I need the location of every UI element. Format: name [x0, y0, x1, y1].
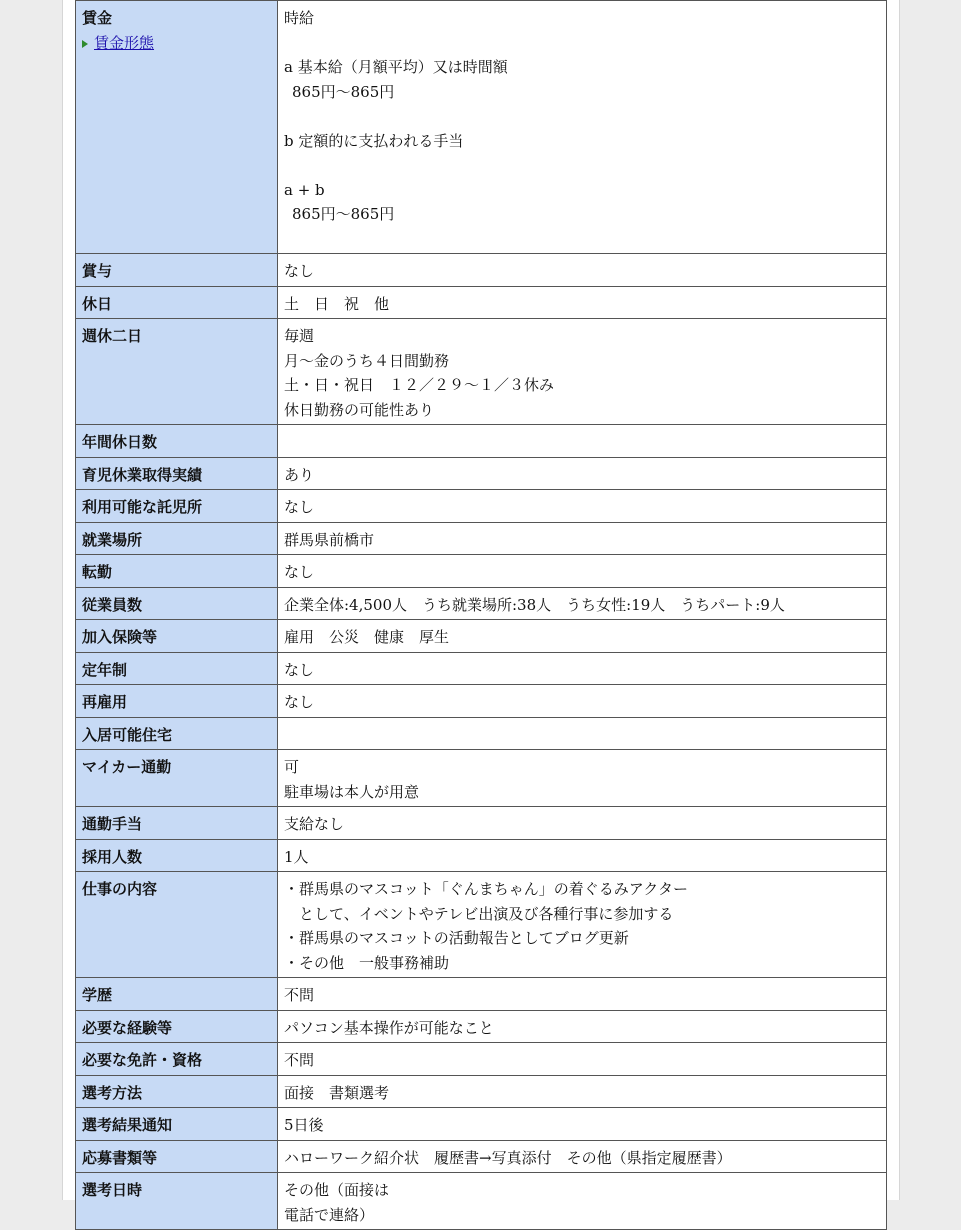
- housing-label: 入居可能住宅: [76, 717, 278, 750]
- commute-allowance-label: 通勤手当: [76, 807, 278, 840]
- hires-label: 採用人数: [76, 839, 278, 872]
- workplace-value: 群馬県前橋市: [278, 522, 887, 555]
- experience-label: 必要な経験等: [76, 1010, 278, 1043]
- job-content-value: [278, 872, 887, 978]
- selection-label: 選考方法: [76, 1075, 278, 1108]
- selection-date-line: その他（面接は: [284, 1181, 390, 1199]
- table-row-transfer: [76, 555, 887, 588]
- table-row-nursery: [76, 490, 887, 523]
- documents-value: ハローワーク紹介状 履歴書→写真添付 その他（県指定履歴書）: [278, 1140, 887, 1173]
- table-row-employees: [76, 587, 887, 620]
- employees-label: 従業員数: [76, 587, 278, 620]
- table-row-experience: [76, 1010, 887, 1043]
- commute-allowance-value: 支給なし: [278, 807, 887, 840]
- car-commute-line: 駐車場は本人が用意: [284, 782, 420, 801]
- wage-a-value: 865円〜865円: [292, 82, 395, 101]
- table-row-two-days-off: [76, 319, 887, 425]
- two-days-off-line: 月〜金のうち４日間勤務: [284, 351, 450, 370]
- holidays-value: 土 日 祝 他: [278, 286, 887, 319]
- bonus-value: なし: [278, 254, 887, 287]
- table-row-annual-holidays: [76, 425, 887, 458]
- car-commute-line: 可: [284, 758, 300, 776]
- result-notice-label: 選考結果通知: [76, 1108, 278, 1141]
- documents-label: 応募書類等: [76, 1140, 278, 1173]
- table-row-retirement: [76, 652, 887, 685]
- wage-header: [76, 1, 278, 254]
- experience-value: パソコン基本操作が可能なこと: [278, 1010, 887, 1043]
- transfer-value: なし: [278, 555, 887, 588]
- table-row-hires: [76, 839, 887, 872]
- employees-value: 企業全体:4,500人 うち就業場所:38人 うち女性:19人 うちパート:9人: [278, 587, 887, 620]
- two-days-off-line: 休日勤務の可能性あり: [284, 400, 435, 419]
- two-days-off-value: [278, 319, 887, 425]
- wage-ab-label: a + b: [284, 180, 325, 199]
- selection-date-line: 電話で連絡）: [284, 1205, 375, 1224]
- retirement-label: 定年制: [76, 652, 278, 685]
- selection-date-label: 選考日時: [76, 1173, 278, 1230]
- table-row-commute-allowance: [76, 807, 887, 840]
- job-content-line: ・その他 一般事務補助: [284, 953, 450, 972]
- result-notice-value: 5日後: [278, 1108, 887, 1141]
- table-row-wage: [76, 1, 887, 254]
- car-commute-value: [278, 750, 887, 807]
- wage-value: [278, 1, 887, 254]
- selection-value: 面接 書類選考: [278, 1075, 887, 1108]
- job-content-line: ・群馬県のマスコットの活動報告としてブログ更新: [284, 929, 629, 947]
- triangle-right-icon: [82, 40, 88, 48]
- table-row-job-content: [76, 872, 887, 978]
- workplace-label: 就業場所: [76, 522, 278, 555]
- wage-ab-value: 865円〜865円: [292, 205, 395, 223]
- table-row-car-commute: [76, 750, 887, 807]
- table-row-license: [76, 1043, 887, 1076]
- job-detail-table: [75, 0, 887, 1230]
- table-row-education: [76, 978, 887, 1011]
- car-commute-label: マイカー通勤: [76, 750, 278, 807]
- job-content-label: 仕事の内容: [76, 872, 278, 978]
- table-row-workplace: [76, 522, 887, 555]
- annual-holidays-label: 年間休日数: [76, 425, 278, 458]
- table-row-result-notice: [76, 1108, 887, 1141]
- job-content-line: として、イベントやテレビ出演及び各種行事に参加する: [284, 904, 674, 923]
- table-row-selection-date: [76, 1173, 887, 1230]
- wage-label: 賃金: [82, 9, 113, 27]
- table-row-documents: [76, 1140, 887, 1173]
- childcare-leave-label: 育児休業取得実績: [76, 457, 278, 490]
- education-label: 学歴: [76, 978, 278, 1011]
- retirement-value: なし: [278, 652, 887, 685]
- annual-holidays-value: [278, 425, 887, 458]
- table-row-holidays: [76, 286, 887, 319]
- nursery-value: なし: [278, 490, 887, 523]
- reemployment-label: 再雇用: [76, 685, 278, 718]
- wage-a-label: a 基本給（月額平均）又は時間額: [284, 58, 508, 76]
- reemployment-value: なし: [278, 685, 887, 718]
- nursery-label: 利用可能な託児所: [76, 490, 278, 523]
- license-label: 必要な免許・資格: [76, 1043, 278, 1076]
- childcare-leave-value: あり: [278, 457, 887, 490]
- holidays-label: 休日: [76, 286, 278, 319]
- two-days-off-line: 土・日・祝日 １２／２９〜１／３休み: [284, 376, 555, 394]
- job-detail-sheet: [62, 0, 900, 1224]
- table-row-bonus: [76, 254, 887, 287]
- hires-value: 1人: [278, 839, 887, 872]
- table-row-housing: [76, 717, 887, 750]
- housing-value: [278, 717, 887, 750]
- transfer-label: 転勤: [76, 555, 278, 588]
- two-days-off-label: 週休二日: [76, 319, 278, 425]
- bonus-label: 賞与: [76, 254, 278, 287]
- license-value: 不問: [278, 1043, 887, 1076]
- table-row-selection: [76, 1075, 887, 1108]
- table-row-insurance: [76, 620, 887, 653]
- insurance-value: 雇用 公災 健康 厚生: [278, 620, 887, 653]
- insurance-label: 加入保険等: [76, 620, 278, 653]
- two-days-off-line: 毎週: [284, 327, 315, 345]
- wage-type-link-wrapper: [82, 31, 271, 56]
- table-row-childcare-leave: [76, 457, 887, 490]
- table-row-reemployment: [76, 685, 887, 718]
- job-content-line: ・群馬県のマスコット「ぐんまちゃん」の着ぐるみアクター: [284, 880, 688, 898]
- wage-b-label: b 定額的に支払われる手当: [284, 131, 464, 150]
- selection-date-value: [278, 1173, 887, 1230]
- wage-type: 時給: [284, 9, 315, 27]
- education-value: 不問: [278, 978, 887, 1011]
- wage-type-link[interactable]: 賃金形態: [94, 33, 155, 52]
